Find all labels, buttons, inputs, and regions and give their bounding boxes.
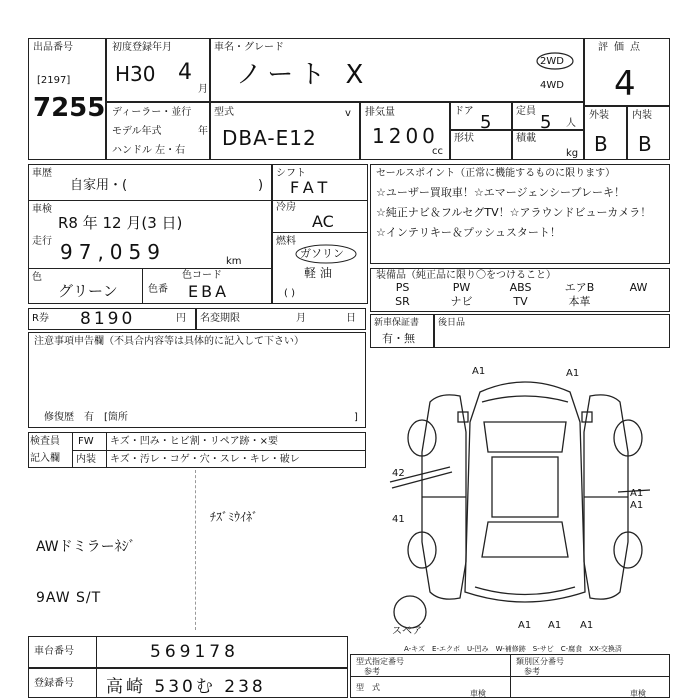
drive-2wd: 2WD xyxy=(540,56,564,67)
inspection-label: 車検 xyxy=(32,204,52,215)
hw-note-2: AWドミラーﾈｼﾞ xyxy=(36,539,136,555)
type-label: 型式 xyxy=(214,107,234,118)
later-box xyxy=(434,314,670,348)
mileage-label: 走行 xyxy=(32,236,52,247)
hw-divider xyxy=(195,470,196,630)
lot-number: 7255 xyxy=(33,93,106,123)
class-ref: 参考 xyxy=(524,667,540,676)
color-value: グリーン xyxy=(58,282,118,300)
capacity-value: 5 xyxy=(540,112,552,133)
model-grade-label: 車名・グレード xyxy=(214,42,284,53)
shift-value: FAT xyxy=(290,178,333,197)
interior-value: B xyxy=(638,132,652,156)
equipment-item: PS xyxy=(395,281,410,294)
recycle-label: R券 xyxy=(32,313,49,324)
equipment-item: ナビ xyxy=(450,295,473,308)
mark-rear-mid: A1 xyxy=(548,620,562,631)
reg-era-year: H30 xyxy=(115,62,156,86)
history-close: ) xyxy=(258,178,264,193)
equipment-item: SR xyxy=(395,295,410,308)
colorcode-label: 色番 xyxy=(148,284,168,295)
lot-code: [2197] xyxy=(37,75,71,86)
fuel-circle xyxy=(294,244,358,264)
meigi-day: 日 xyxy=(346,313,356,324)
type-mark: v xyxy=(345,108,351,119)
sales-line-3: ☆インテリキー＆プッシュスタート！ xyxy=(376,226,561,239)
inspector-label-1: 検査員 xyxy=(30,436,60,447)
mark-rear-right: A1 xyxy=(580,620,594,631)
recycle-value: 8190 xyxy=(80,309,136,329)
inspector-fw: FW xyxy=(78,436,94,447)
sales-line-2: ☆純正ナビ＆フルセグTV！☆アラウンドビューカメラ！ xyxy=(376,206,652,219)
cc-unit: cc xyxy=(432,146,443,157)
sales-points-title: セールスポイント（正常に機能するものに限ります） xyxy=(376,168,616,179)
equipment-item: ABS xyxy=(509,281,532,294)
kg-unit: kg xyxy=(566,148,579,159)
repair-history: 修復歴 有 [箇所 xyxy=(44,412,128,423)
notes-title: 注意事項申告欄（不具合内容等は具体的に記入して下さい） xyxy=(34,336,304,347)
inspector-fw-items: キズ・凹み・ヒビ割・リペア跡・×要 xyxy=(110,436,278,447)
mileage-value: 97,059 xyxy=(60,240,166,264)
displacement-label: 排気量 xyxy=(365,107,395,118)
type-cert-label: 型式指定番号 xyxy=(356,657,404,666)
mark-right-2: A1 xyxy=(630,500,644,511)
kata-label: 型 xyxy=(356,683,364,692)
shaken-label: 車検 xyxy=(630,689,646,698)
shape-label: 形状 xyxy=(454,133,474,144)
class-label: 類別区分番号 xyxy=(516,657,564,666)
capacity-unit: 人 xyxy=(566,118,576,129)
interior-label: 内装 xyxy=(632,110,652,121)
colorcode-title: 色コード xyxy=(182,270,222,281)
fuel-paren: ( ) xyxy=(284,288,295,299)
equipment-item: AW xyxy=(629,281,648,294)
sales-line-1: ☆ユーザー買取車！☆エマージェンシーブレーキ！ xyxy=(376,186,626,199)
equipment-item: 本革 xyxy=(568,295,591,308)
km-unit: km xyxy=(226,256,242,267)
reg-year-label: 初度登録年月 xyxy=(112,42,172,53)
shift-label: シフト xyxy=(276,168,306,179)
chassis-value: 569178 xyxy=(150,642,239,662)
cooler-value: AC xyxy=(312,212,334,231)
fuel-label: 燃料 xyxy=(276,236,296,247)
equipment-item: TV xyxy=(513,295,528,308)
displacement-value: 1200 xyxy=(372,124,439,148)
fuel-diesel: 軽 油 xyxy=(304,266,332,280)
dealer-label: ディーラー・並行 xyxy=(112,107,192,118)
cooler-label: 冷房 xyxy=(276,202,296,213)
equipment-title: 装備品（純正品に限り〇をつけること） xyxy=(376,270,556,281)
inspector-in-items: キズ・汚レ・コゲ・穴・スレ・キレ・破レ xyxy=(110,454,300,465)
fuel-value: ガソリン xyxy=(300,247,344,260)
reg-month: 4 xyxy=(178,60,192,85)
mark-front-right: A1 xyxy=(566,368,580,379)
inspector-label-2: 記入欄 xyxy=(30,453,60,464)
equipment-item: エアB xyxy=(564,281,595,294)
colorcode-value: EBA xyxy=(188,282,230,301)
hw-note-3: 9AW S/T xyxy=(36,590,102,606)
spare-label: スペア xyxy=(392,626,422,637)
meigi-month: 月 xyxy=(296,313,306,324)
load-label: 積載 xyxy=(516,133,536,144)
repair-close: ] xyxy=(354,412,358,423)
mark-left-41: 41 xyxy=(392,514,405,525)
lot-label: 出品番号 xyxy=(33,42,73,53)
hw-note-1: ﾁｽﾞﾐｳｲﾈﾞ xyxy=(210,510,259,524)
car-diagram xyxy=(380,362,670,642)
inspector-in: 内装 xyxy=(76,454,96,465)
history-label: 車歴 xyxy=(32,168,52,179)
registration-value: 高崎 530む 238 xyxy=(106,677,266,697)
exterior-value: B xyxy=(594,132,608,156)
exterior-label: 外装 xyxy=(589,110,609,121)
kiken-label: 車検 xyxy=(470,689,486,698)
color-label: 色 xyxy=(32,272,42,283)
type-cert-ref: 参考 xyxy=(364,667,380,676)
mark-right-1: A1 xyxy=(630,488,644,499)
later-label: 後日品 xyxy=(438,318,466,328)
model-year-label: モデル年式 xyxy=(112,126,162,137)
damage-legend: A-キズ E-エクボ U-凹み W-補修跡 S-サビ C-腐食 XX-交換済 xyxy=(404,645,622,653)
equipment-item: PW xyxy=(452,281,471,294)
drive-4wd: 4WD xyxy=(540,80,564,91)
inspection-value: R8 年 12 月(3 日) xyxy=(58,214,183,232)
capacity-label: 定員 xyxy=(516,106,536,117)
month-unit: 月 xyxy=(198,84,208,95)
registration-label: 登録番号 xyxy=(34,678,74,689)
door-value: 5 xyxy=(480,112,492,133)
grade-value: 4 xyxy=(614,64,636,104)
mark-left-42: 42 xyxy=(392,468,405,479)
mark-front-left: A1 xyxy=(472,366,486,377)
meigi-label: 名変期限 xyxy=(200,313,240,324)
type-value: DBA-E12 xyxy=(222,126,317,150)
mark-rear-left: A1 xyxy=(518,620,532,631)
warranty-value: 有・無 xyxy=(382,332,415,345)
door-label: ドア xyxy=(454,106,474,117)
shiki-label: 式 xyxy=(372,683,380,692)
recycle-yen: 円 xyxy=(176,313,186,324)
model-name: ノート X xyxy=(236,60,370,90)
year-unit: 年 xyxy=(198,126,208,137)
grade-label: 評価点 xyxy=(598,42,646,53)
history-value: 自家用・( xyxy=(70,178,128,193)
warranty-label: 新車保証書 xyxy=(374,318,420,328)
chassis-label: 車台番号 xyxy=(34,646,74,657)
handle-label: ハンドル 左・右 xyxy=(112,145,186,156)
